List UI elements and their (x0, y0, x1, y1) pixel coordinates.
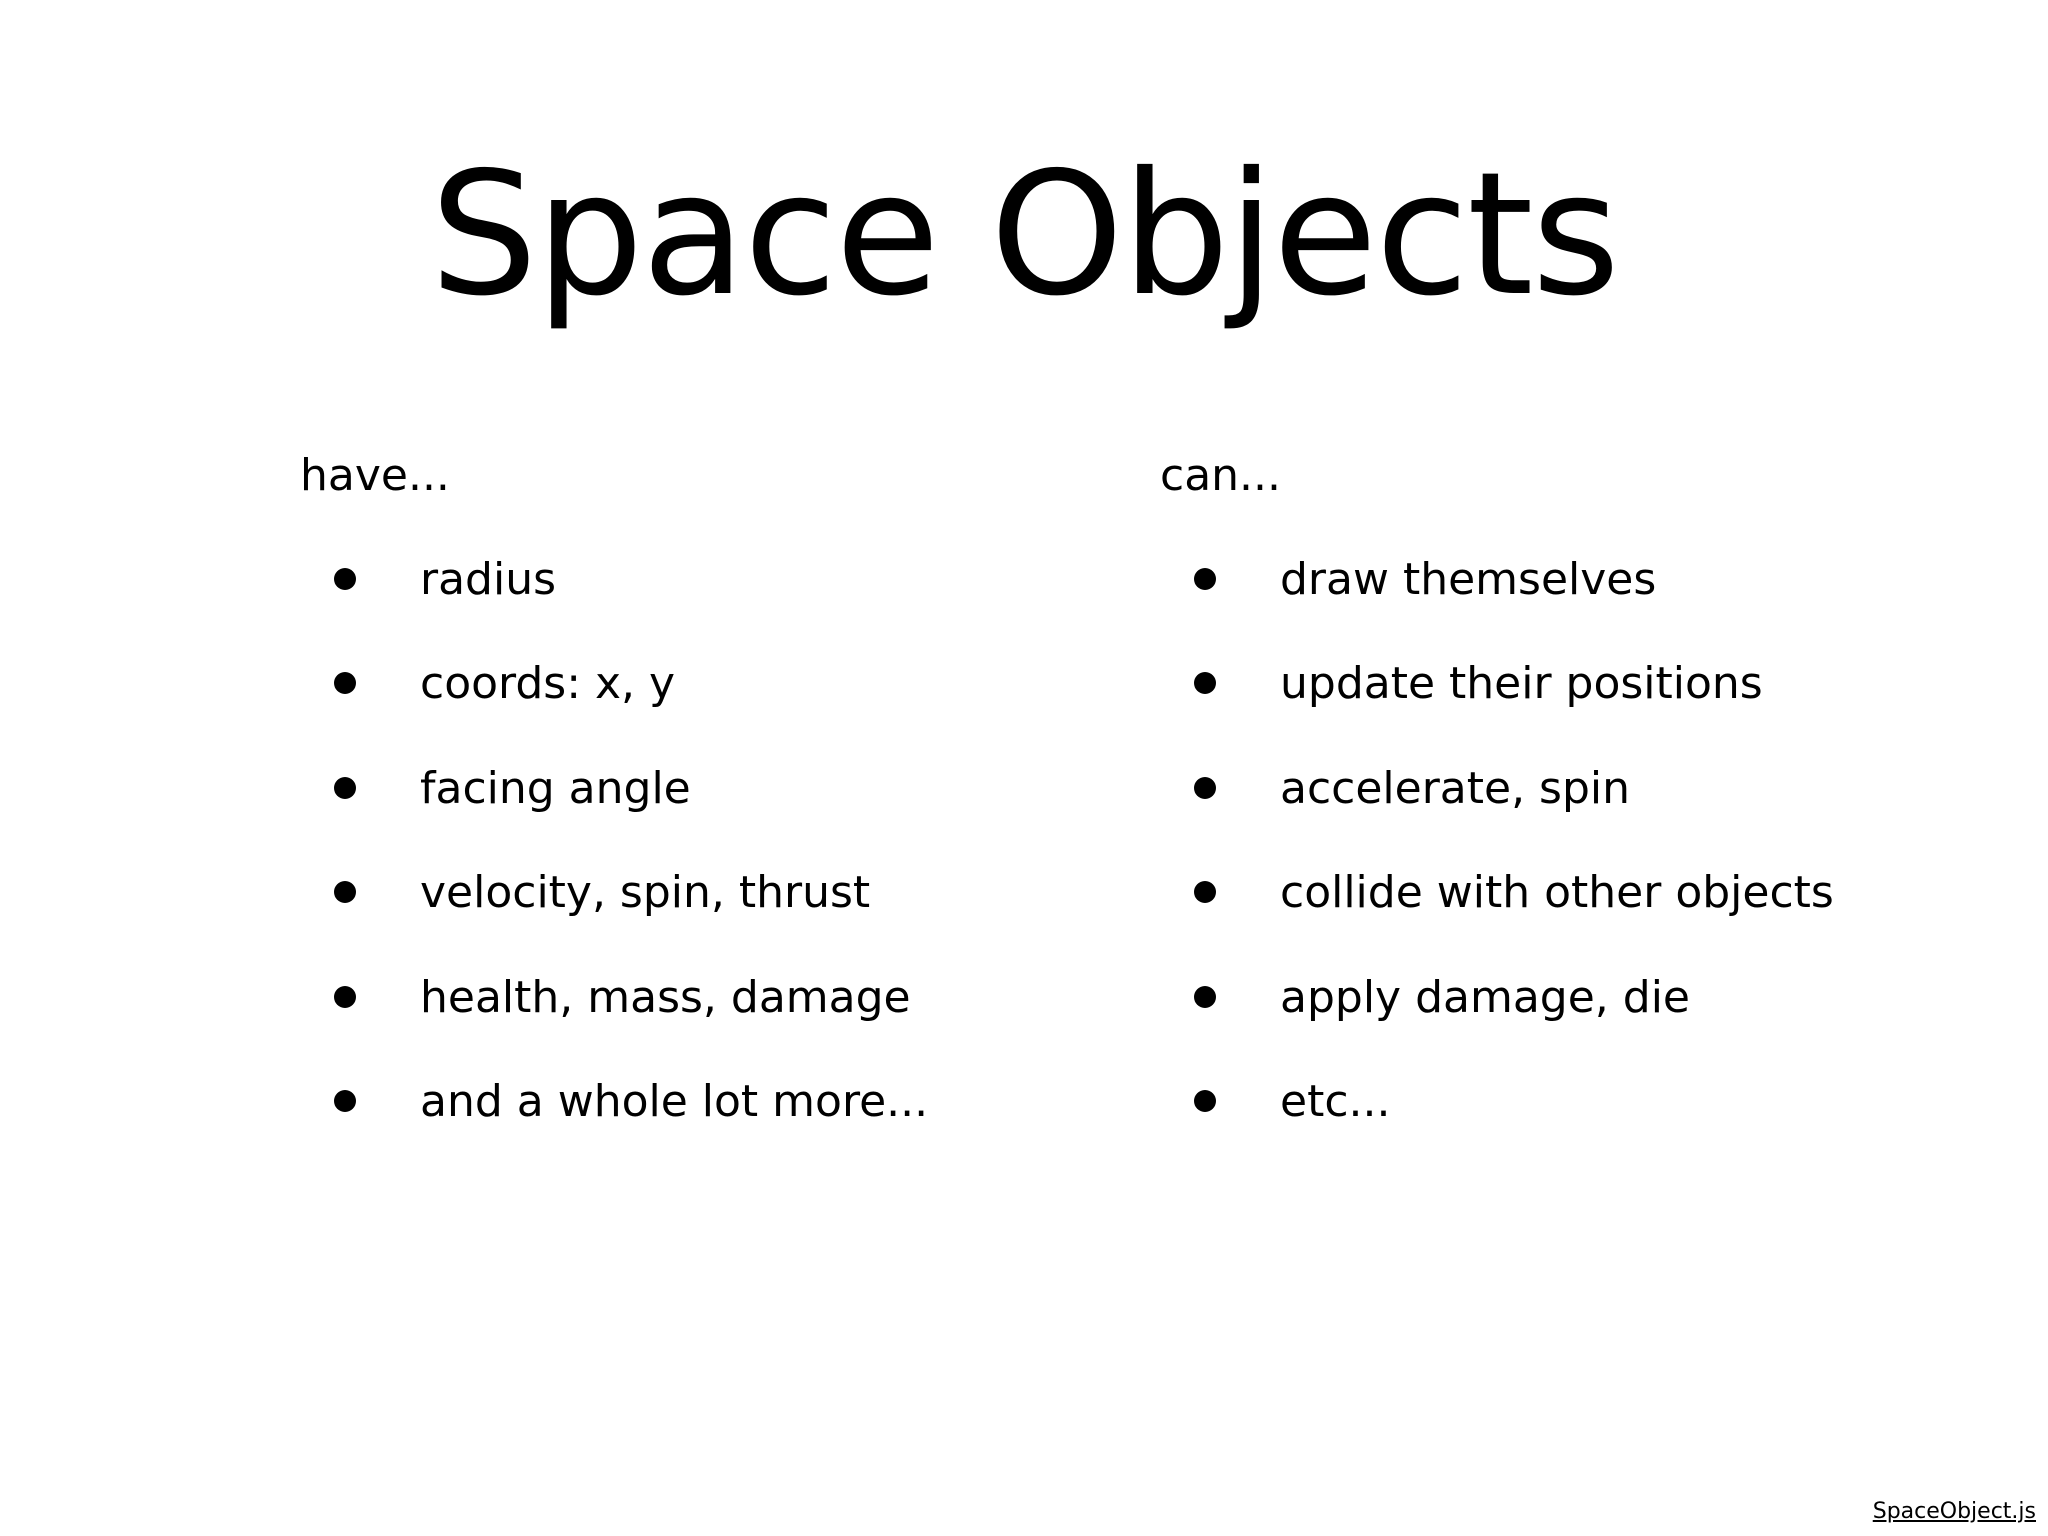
list-item-label: collide with other objects (1280, 867, 1834, 919)
list-item-label: coords: x, y (420, 658, 676, 710)
list-item-label: health, mass, damage (420, 971, 911, 1023)
bullet-icon (334, 881, 356, 903)
list-item-label: update their positions (1280, 658, 1763, 710)
list-item-label: apply damage, die (1280, 971, 1690, 1023)
list-item-label: velocity, spin, thrust (420, 867, 871, 919)
have-list (300, 550, 1120, 1176)
bullet-icon (334, 672, 356, 694)
have-column (300, 446, 1120, 1176)
can-list (1160, 550, 1980, 1176)
list-item-label: etc... (1280, 1075, 1391, 1127)
list-item (300, 550, 1120, 654)
bullet-icon (1194, 986, 1216, 1008)
list-item-label: draw themselves (1280, 554, 1657, 605)
list-item-label: facing angle (420, 762, 691, 814)
list-item (1160, 759, 1980, 863)
can-heading: can... (1160, 450, 1281, 501)
can-column (1160, 446, 1980, 1176)
list-item (1160, 968, 1980, 1072)
bullet-icon (334, 986, 356, 1008)
bullet-icon (1194, 881, 1216, 903)
list-item (1160, 654, 1980, 758)
list-item (300, 863, 1120, 967)
have-heading: have... (300, 450, 450, 501)
list-item-label: radius (420, 554, 557, 605)
slide-title: Space Objects (429, 136, 1619, 334)
list-item (300, 759, 1120, 863)
bullet-icon (334, 777, 356, 799)
list-item (300, 1072, 1120, 1176)
bullet-icon (1194, 568, 1216, 590)
list-item (1160, 550, 1980, 654)
list-item (300, 968, 1120, 1072)
list-item (300, 654, 1120, 758)
source-file-link[interactable]: SpaceObject.js (1872, 1499, 2036, 1524)
bullet-icon (334, 568, 356, 590)
bullet-icon (1194, 1090, 1216, 1112)
bullet-icon (334, 1090, 356, 1112)
bullet-icon (1194, 777, 1216, 799)
bullet-icon (1194, 672, 1216, 694)
list-item (1160, 1072, 1980, 1176)
list-item-label: and a whole lot more... (420, 1075, 929, 1127)
list-item (1160, 863, 1980, 967)
list-item-label: accelerate, spin (1280, 762, 1631, 814)
